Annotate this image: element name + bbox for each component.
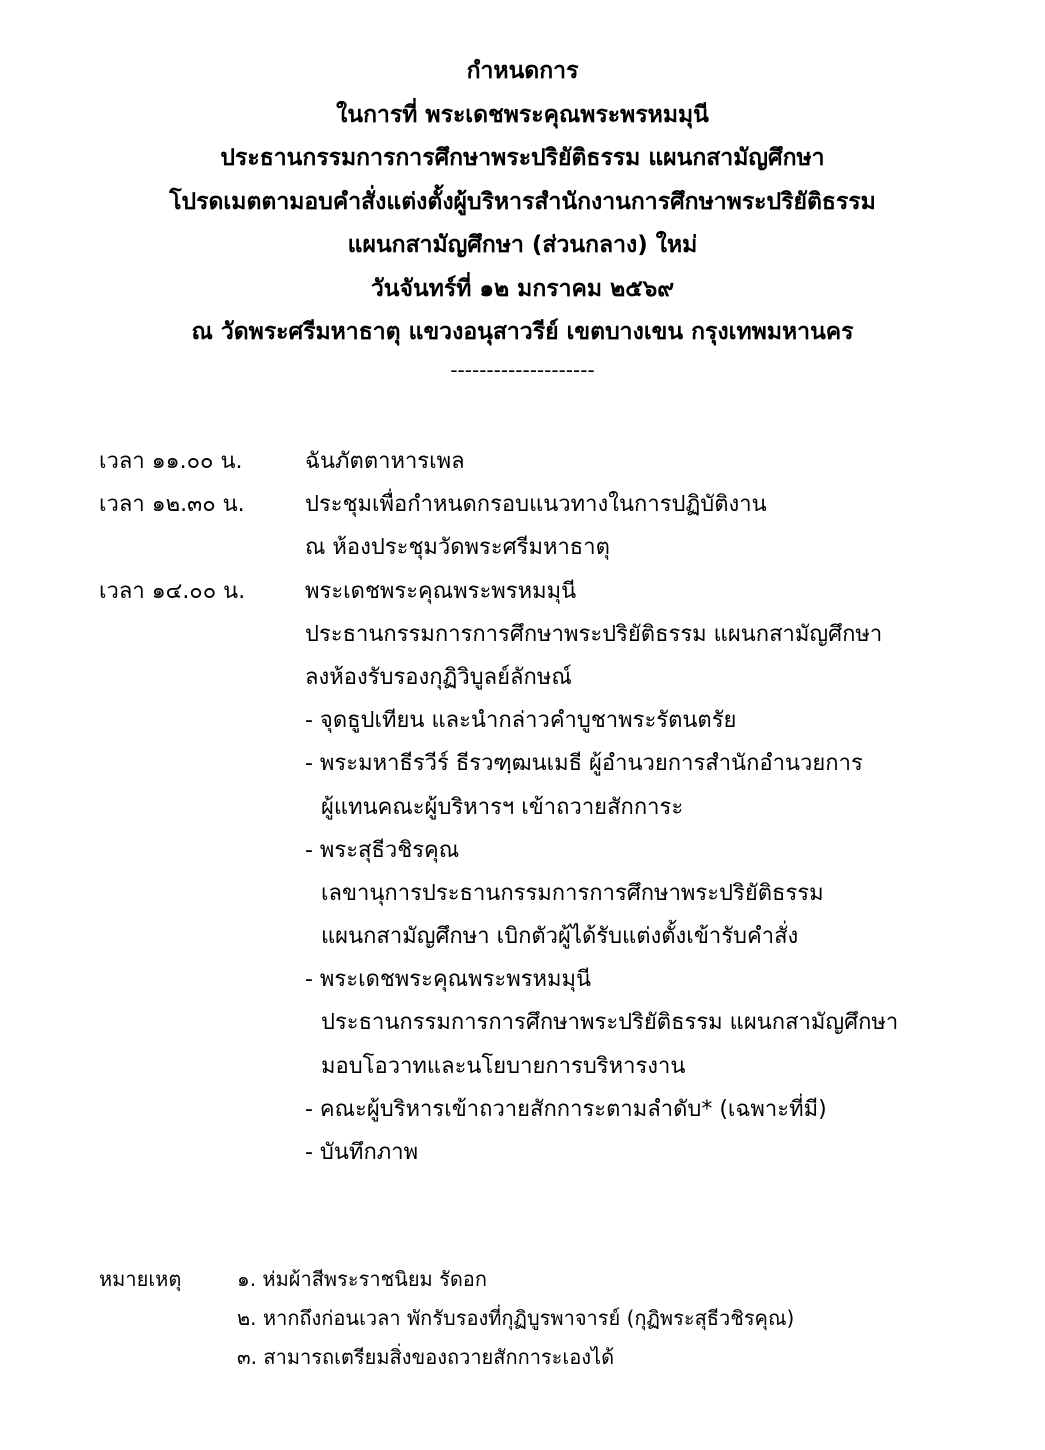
note-row xyxy=(99,1338,999,1377)
schedule-text: พระเดชพระคุณพระพรหมมุนี xyxy=(305,578,577,604)
schedule-time: เวลา ๑๑.๐๐ น. xyxy=(99,449,243,474)
schedule-bullet-cont: ผู้แทนคณะผู้บริหารฯ เข้าถวายสักการะ xyxy=(321,794,684,820)
schedule-row xyxy=(99,699,999,742)
schedule-time: เวลา ๑๔.๐๐ น. xyxy=(99,578,246,604)
schedule-row xyxy=(99,742,999,785)
header-occasion: ในการที่ พระเดชพระคุณพระพรหมมุนี xyxy=(336,101,709,128)
document-header xyxy=(0,50,1045,385)
header-venue: ณ วัดพระศรีมหาธาตุ แขวงอนุสาวรีย์ เขตบางเขน กรุงเทพมหานคร xyxy=(191,319,854,345)
schedule-bullet-cont: แผนกสามัญศึกษา เบิกตัวผู้ได้รับแต่งตั้งเข้ารับคำสั่ง xyxy=(321,924,799,950)
header-title: กำหนดการ xyxy=(466,58,579,84)
schedule-text: ณ ห้องประชุมวัดพระศรีมหาธาตุ xyxy=(305,535,610,561)
notes-section xyxy=(99,1260,999,1377)
schedule-bullet-cont: เลขานุการประธานกรรมการการศึกษาพระปริยัติธรรม xyxy=(321,880,824,906)
schedule-text: ลงห้องรับรองกุฏิวิบูลย์ลักษณ์ xyxy=(305,664,572,690)
schedule-bullet: - พระมหาธีรวีร์ ธีรวฑฺฒนเมธี ผู้อำนวยการสำนักอำนวยการ xyxy=(305,751,863,777)
schedule-bullet-cont: ประธานกรรมการการศึกษาพระปริยัติธรรม แผนกสามัญศึกษา xyxy=(321,1010,899,1036)
schedule-row xyxy=(99,483,999,526)
schedule-row xyxy=(99,786,999,829)
schedule-text: ฉันภัตตาหารเพล xyxy=(305,449,465,474)
schedule-row xyxy=(99,872,999,915)
note-item: ๑. ห่มผ้าสีพระราชนิยม รัดอก xyxy=(237,1267,487,1291)
schedule-bullet: - คณะผู้บริหารเข้าถวายสักการะตามลำดับ* (เฉพาะที่มี) xyxy=(305,1096,827,1122)
schedule-row xyxy=(99,958,999,1001)
schedule xyxy=(99,440,999,1174)
note-row xyxy=(99,1260,999,1299)
note-row xyxy=(99,1299,999,1338)
schedule-row xyxy=(99,1045,999,1088)
note-item: ๓. สามารถเตรียมสิ่งของถวายสักการะเองได้ xyxy=(237,1345,615,1369)
header-position: ประธานกรรมการการศึกษาพระปริยัติธรรม แผนกสามัญศึกษา xyxy=(220,145,825,171)
header-purpose: โปรดเมตตามอบคำสั่งแต่งตั้งผู้บริหารสำนักงานการศึกษาพระปริยัติธรรม xyxy=(169,188,876,215)
schedule-bullet: - บันทึกภาพ xyxy=(305,1140,419,1165)
header-purpose-cont: แผนกสามัญศึกษา (ส่วนกลาง) ใหม่ xyxy=(347,232,698,258)
schedule-row xyxy=(99,915,999,958)
note-item: ๒. หากถึงก่อนเวลา พักรับรองที่กุฏิบูรพาจารย์ (กุฏิพระสุธีวชิรคุณ) xyxy=(237,1306,795,1330)
schedule-row xyxy=(99,1131,999,1174)
schedule-text: ประชุมเพื่อกำหนดกรอบแนวทางในการปฏิบัติงาน xyxy=(305,492,767,518)
header-date: วันจันทร์ที่ ๑๒ มกราคม ๒๕๖๙ xyxy=(370,275,675,302)
schedule-row xyxy=(99,570,999,613)
schedule-row xyxy=(99,1001,999,1044)
schedule-row xyxy=(99,1088,999,1131)
schedule-text: ประธานกรรมการการศึกษาพระปริยัติธรรม แผนกสามัญศึกษา xyxy=(305,621,883,647)
schedule-row xyxy=(99,526,999,569)
notes-label: หมายเหตุ xyxy=(99,1267,182,1291)
schedule-row xyxy=(99,656,999,699)
schedule-bullet: - พระเดชพระคุณพระพรหมมุนี xyxy=(305,967,592,993)
schedule-time: เวลา ๑๒.๓๐ น. xyxy=(99,492,245,518)
header-separator: -------------------- xyxy=(450,357,595,382)
schedule-bullet-cont: มอบโอวาทและนโยบายการบริหารงาน xyxy=(321,1053,686,1079)
schedule-row xyxy=(99,829,999,872)
schedule-row xyxy=(99,613,999,656)
schedule-bullet: - จุดธูปเทียน และนำกล่าวคำบูชาพระรัตนตรัย xyxy=(305,708,737,734)
schedule-bullet: - พระสุธีวชิรคุณ xyxy=(305,837,460,863)
schedule-row xyxy=(99,440,999,483)
